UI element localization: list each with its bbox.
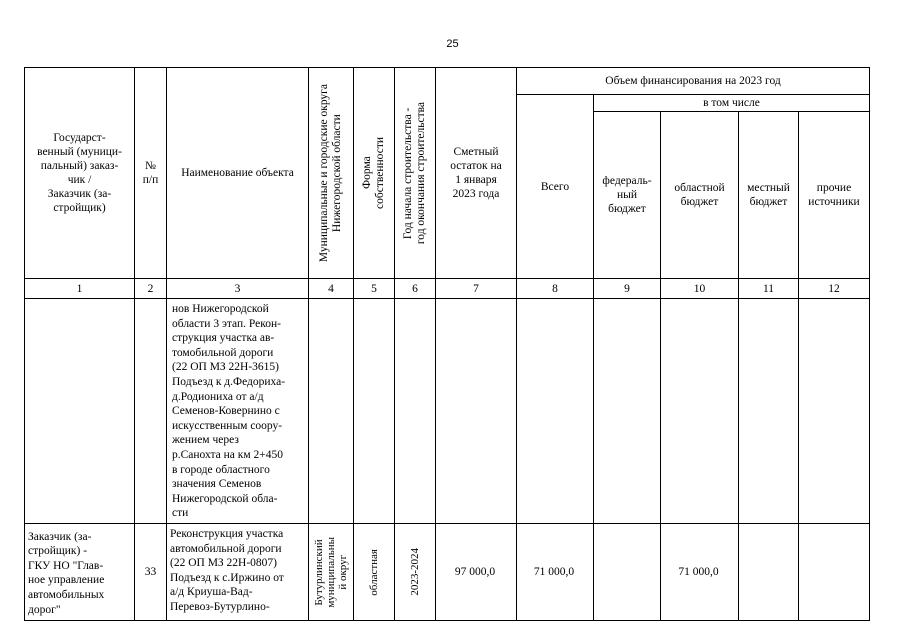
header-years: Год начала строительства - год окончания строительства xyxy=(395,68,436,279)
column-number: 9 xyxy=(594,279,661,299)
cell-local xyxy=(739,523,799,620)
page-number: 25 xyxy=(446,38,459,50)
cell-federal xyxy=(594,299,661,524)
header-municipal: Муниципальные и городские округа Нижегородской области xyxy=(309,68,354,279)
column-number: 6 xyxy=(395,279,436,299)
cell-customer xyxy=(25,299,135,524)
header-including: в том числе xyxy=(594,95,870,112)
column-number: 8 xyxy=(517,279,594,299)
column-number: 3 xyxy=(167,279,309,299)
column-number: 5 xyxy=(354,279,395,299)
header-ownership: Форма собственности xyxy=(354,68,395,279)
cell-years: 2023-2024 xyxy=(395,523,436,620)
cell-ownership: областная xyxy=(354,523,395,620)
cell-object-name: нов Нижегородской области 3 этап. Рекон- струкция участка ав- томобильной дороги (22 ОП МЗ 22Н-3615) Подъезд к д.Федориха- д.Родиониха от а/д Семенов-Ковернино с искусственным соору- жением через р.Санохта на км 2+450 в городе областного значения Семенов Нижегородской обла- сти xyxy=(167,299,309,524)
header-total: Всего xyxy=(517,95,594,279)
column-number: 1 xyxy=(25,279,135,299)
column-number: 11 xyxy=(739,279,799,299)
cell-federal xyxy=(594,523,661,620)
cell-local xyxy=(739,299,799,524)
header-local: местный бюджет xyxy=(739,112,799,279)
cell-no xyxy=(135,299,167,524)
cell-municipal: Бутурлинский муниципальны й округ xyxy=(309,523,354,620)
header-funding-title: Объем финансирования на 2023 год xyxy=(517,68,870,95)
cell-total xyxy=(517,299,594,524)
cell-object-name: Реконструкция участка автомобильной дороги (22 ОП МЗ 22Н-0807) Подъезд к с.Иржино от а/д Криуша-Вад- Перевоз-Бутурлино- xyxy=(167,523,309,620)
column-number: 12 xyxy=(799,279,870,299)
cell-regional xyxy=(661,299,739,524)
header-estimate: Сметный остаток на 1 января 2023 года xyxy=(436,68,517,279)
header-other: прочие источники xyxy=(799,112,870,279)
column-number: 10 xyxy=(661,279,739,299)
header-no: № п/п xyxy=(135,68,167,279)
cell-regional: 71 000,0 xyxy=(661,523,739,620)
financing-table xyxy=(24,67,870,621)
cell-other xyxy=(799,299,870,524)
header-regional: областной бюджет xyxy=(661,112,739,279)
column-numbers-row xyxy=(25,279,870,299)
header-customer: Государст- венный (муници- пальный) заказ- чик / Заказчик (за- стройщик) xyxy=(25,68,135,279)
cell-no: 33 xyxy=(135,523,167,620)
column-number: 4 xyxy=(309,279,354,299)
column-number: 7 xyxy=(436,279,517,299)
cell-estimate: 97 000,0 xyxy=(436,523,517,620)
cell-municipal xyxy=(309,299,354,524)
header-object-name: Наименование объекта xyxy=(167,68,309,279)
cell-customer: Заказчик (за- стройщик) - ГКУ НО "Глав- ное управление автомобильных дорог" xyxy=(25,523,135,620)
cell-ownership xyxy=(354,299,395,524)
table-row xyxy=(25,523,870,620)
cell-estimate xyxy=(436,299,517,524)
cell-other xyxy=(799,523,870,620)
column-number: 2 xyxy=(135,279,167,299)
header-federal: федераль- ный бюджет xyxy=(594,112,661,279)
table-row xyxy=(25,299,870,524)
cell-total: 71 000,0 xyxy=(517,523,594,620)
cell-years xyxy=(395,299,436,524)
